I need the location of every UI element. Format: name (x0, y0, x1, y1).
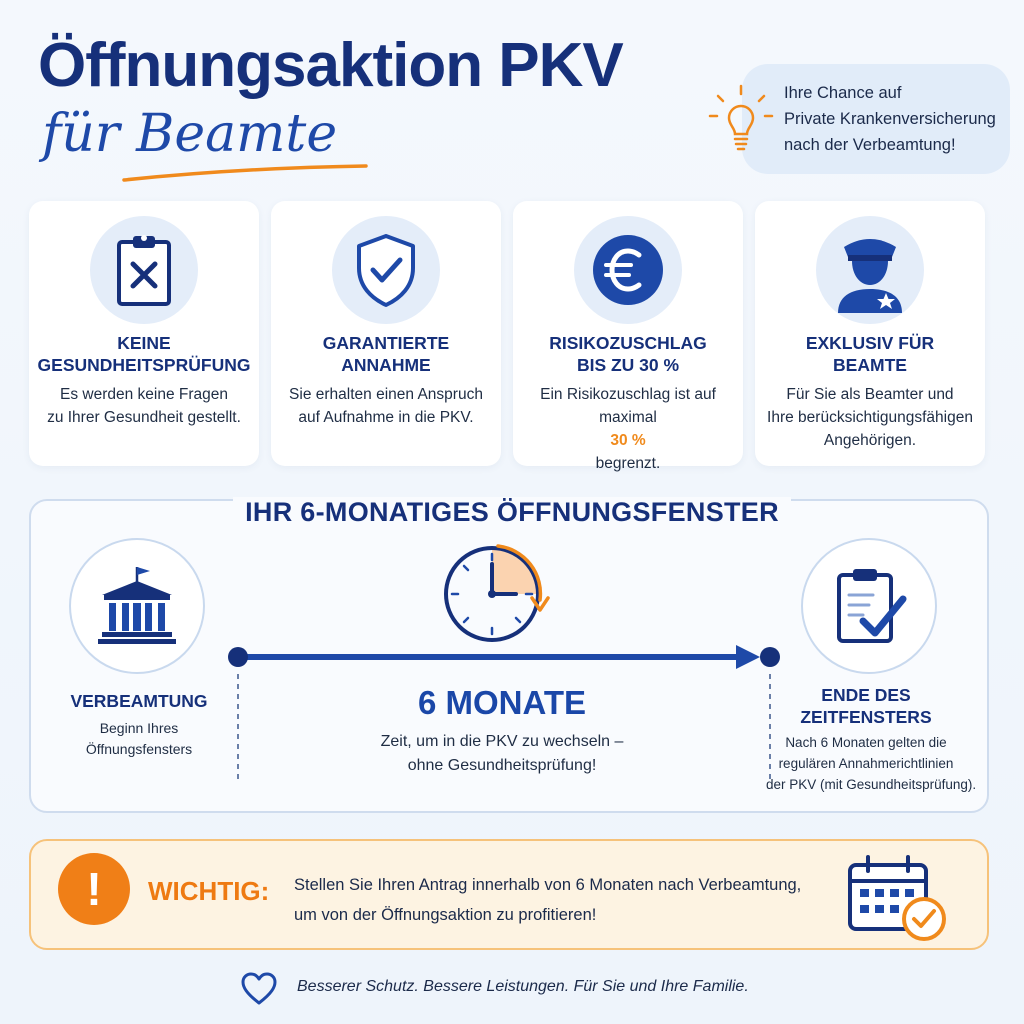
card-title: KEINE GESUNDHEITSPRÜFUNG (37, 333, 251, 375)
duration-text: Zeit, um in die PKV zu wechseln – ohne Gesundheitsprüfung! (380, 733, 624, 774)
clock-icon (440, 540, 564, 650)
card-exclusive-officials (755, 201, 985, 466)
card-risk-surcharge (513, 201, 743, 472)
timeline-title: IHR 6-MONATIGES ÖFFNUNGSFENSTER (0, 497, 1024, 528)
heart-icon (240, 971, 278, 1007)
start-label: VERBEAMTUNG (70, 691, 208, 711)
end-text: Nach 6 Monaten gelten die regulären Annahmerichtlinien der PKV (mit Gesundheitsprüfung). (766, 735, 977, 792)
duration-label: 6 MONATE (417, 684, 587, 721)
lightbulb-icon (708, 84, 774, 156)
card-text: Es werden keine Fragen zu Ihrer Gesundheit gestellt. (47, 386, 241, 426)
page-title: Öffnungsaktion PKV (38, 31, 623, 100)
end-label: ENDE DES ZEITFENSTERS (800, 685, 932, 727)
chance-text: Ihre Chance auf Private Krankenversicherung nach der Verbeamtung! (784, 84, 996, 154)
important-label: WICHTIG: (148, 876, 270, 906)
card-text: Für Sie als Beamter und Ihre berücksichtigungsfähigen Angehörigen. (767, 386, 973, 449)
underline-swoosh (120, 162, 370, 186)
page-subtitle: für Beamte (42, 104, 338, 164)
clipboard-check-icon (801, 538, 937, 674)
start-text: Beginn Ihres Öffnungsfensters (85, 720, 193, 757)
important-text: Stellen Sie Ihren Antrag innerhalb von 6 Monaten nach Verbeamtung, um von der Öffnungsaktion zu profitieren! (294, 876, 802, 924)
footer-slogan: Besserer Schutz. Bessere Leistungen. Für Sie und Ihre Familie. (297, 978, 749, 995)
card-title: EXKLUSIV FÜR BEAMTE (805, 333, 935, 375)
card-guaranteed-acceptance (271, 201, 501, 466)
shield-check-icon (332, 216, 440, 324)
card-title: RISIKOZUSCHLAG BIS ZU 30 % (549, 333, 707, 375)
clipboard-x-icon (90, 216, 198, 324)
euro-icon (574, 216, 682, 324)
government-building-icon (69, 538, 205, 674)
card-text: Ein Risikozuschlag ist auf maximal 30 % begrenzt. (521, 383, 735, 475)
card-text: Sie erhalten einen Anspruch auf Aufnahme in die PKV. (289, 386, 483, 426)
officer-icon (816, 216, 924, 324)
card-no-health-check (29, 201, 259, 466)
percent-highlight: 30 % (610, 432, 646, 449)
card-title: GARANTIERTE ANNAHME (322, 333, 450, 375)
exclamation-icon: ! (58, 853, 130, 925)
calendar-check-icon (844, 853, 952, 945)
